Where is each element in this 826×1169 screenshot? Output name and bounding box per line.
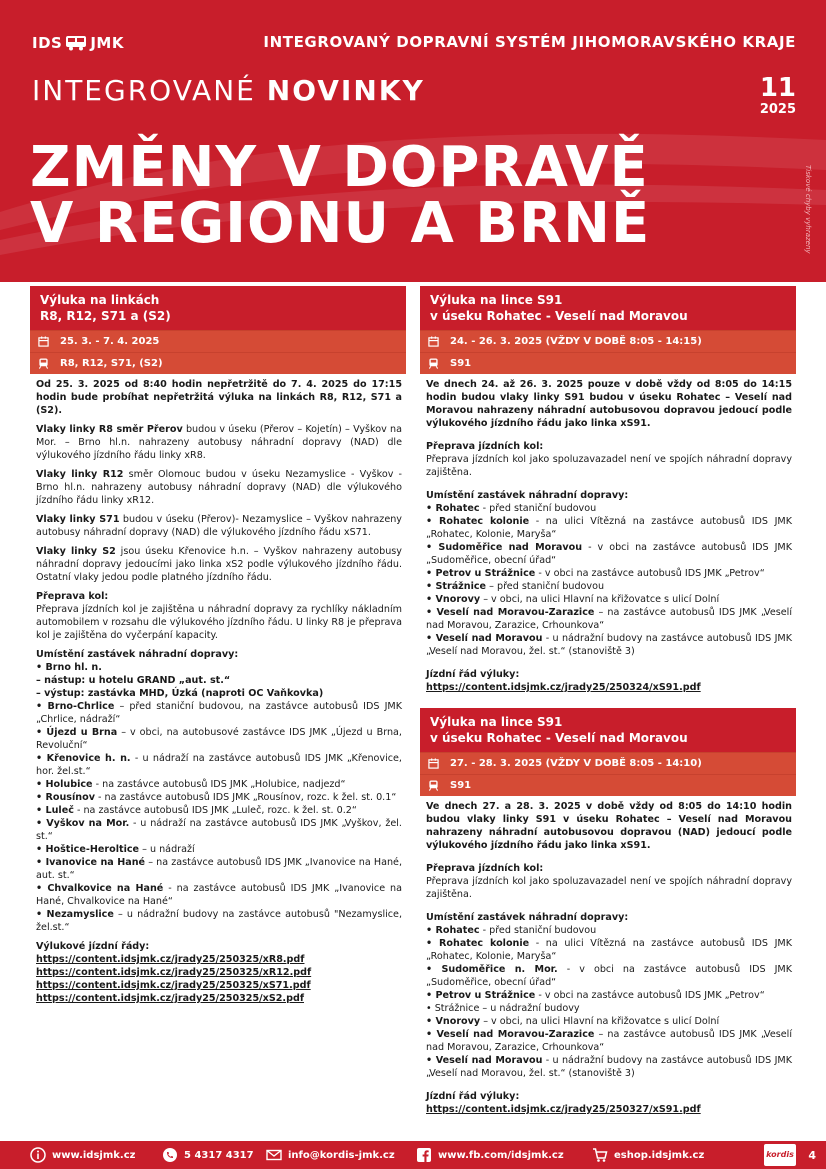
stop-item [426,593,792,606]
stop-name: • Újezd u Brna [36,727,118,738]
stop-location: - na zastávce autobusů IDS JMK „Luleč, rozc. k žel. st. 0.2“ [73,805,357,816]
stop-location: - v obci na zastávce autobusů IDS JMK „Sudoměřice, obecní úřad“ [426,964,793,988]
timetable-heading: Jízdní řád výluky: [426,1091,520,1102]
calendar-icon [428,758,439,769]
stop-name: • Brno hl. n. [36,662,102,673]
headline-line-2: V REGIONU A BRNĚ [30,191,651,256]
stop-location: - na zastávce autobusů IDS JMK „Rousínov, rozc. k žel. st. 0.1“ [94,792,397,803]
card-intro: Ve dnech 27. a 28. 3. 2025 v době vždy od 8:05 do 14:10 hodin budou vlaky linky S91 v úseku Rohatec – Veselí nad Moravou nahrazeny náhradní autobusovou dopravou (NAD) jedoucí podle výlukového jízdního řádu jako linka xS91. [426,801,792,851]
stop-name: • Petrov u Strážnice [426,568,536,579]
stop-item [426,989,792,1002]
stop-name: • Rohatec [426,925,480,936]
footer-facebook[interactable] [416,1147,564,1163]
stop-location: – v obci, na ulici Hlavní na křižovatce s ulicí Dolní [480,1016,720,1027]
card-title [30,286,406,330]
timetable-heading: Jízdní řád výluky: [426,669,520,680]
stop-location: - u nádražní budovy na zastávce autobusů IDS JMK „Veselí nad Moravou, žel. st.“ (stanoviště 3) [426,633,793,657]
stop-item [36,817,402,843]
calendar-icon [38,336,49,347]
stop-name: – nástup: u hotelu GRAND „aut. st.“ [36,675,231,686]
outage-card-s91-second [420,708,796,1116]
stop-location: - před staniční budovou [479,503,597,514]
stop-location: – před staniční budovou, na zastávce autobusů IDS JMK „Chrlice, nádraží“ [36,701,402,725]
bikes-heading: Přeprava jízdních kol: [426,863,544,874]
stop-name: • Rousínov [36,792,95,803]
bus-logo-icon [65,35,87,51]
timetable-link-xs91[interactable]: https://content.idsjmk.cz/jrady25/250324/xS91.pdf [426,682,701,693]
calendar-icon [428,336,439,347]
stop-item [426,580,792,593]
info-icon [30,1147,46,1163]
stop-location: – před staniční budovou [486,581,605,592]
stop-item [36,700,402,726]
stop-location: - u nádražní budovy na zastávce autobusů IDS JMK „Veselí nad Moravou, žel. st.“ (stanoviště 3) [426,1055,793,1079]
stop-item [426,963,792,989]
timetable-links [36,953,402,1005]
stop-item [36,687,402,700]
stop-location: – v obci, na ulici Hlavní na křižovatce s ulicí Dolní [480,594,720,605]
stop-name: • Sudoměřice nad Moravou [426,542,583,553]
bikes-section [36,590,402,642]
cart-icon [592,1147,608,1163]
stop-location: • Strážnice – u nádražní budovy [426,1003,580,1014]
stops-heading: Umístění zastávek náhradní dopravy: [36,649,239,660]
paragraph-r12-text: směr Olomouc budou v úseku Nezamyslice - Vyškov - Brno hl.n. nahrazeny autobusy náhradní dopravy (NAD) dle výlukového jízdního řádu linky xR12. [36,469,402,506]
stop-location: - na ulici Vítězná na zastávce autobusů IDS JMK „Rohatec, Kolonie, Maryša“ [426,938,792,962]
paragraph-r8 [36,423,402,462]
stop-name: • Nezamyslice [36,909,114,920]
stop-item [426,541,792,567]
stop-location: – na zastávce autobusů IDS JMK „Veselí nad Moravou, Zarazice, Crhounkova“ [426,1029,792,1053]
stop-item [426,502,792,515]
stop-name: • Chvalkovice na Hané [36,883,164,894]
logo-ids-text: IDS [32,34,63,52]
card-title [420,286,796,330]
stop-name: • Ivanovice na Hané [36,857,146,868]
stop-name: – výstup: zastávka MHD, Úzká (naproti OC Vaňkovka) [36,688,324,699]
stop-location: - před staniční budovou [479,925,597,936]
train-icon [428,780,439,791]
stop-item [36,804,402,817]
card-lines-row [30,352,406,374]
card-title-line-1: Výluka na lince S91 [430,715,563,729]
stop-item [36,791,402,804]
logo-jmk-text: JMK [90,34,124,52]
footer-web-text: www.idsjmk.cz [52,1149,136,1161]
train-icon [428,358,439,369]
ids-jmk-logo[interactable] [32,34,124,52]
outage-card-r8-r12-s71 [30,286,406,1005]
stops-heading: Umístění zastávek náhradní dopravy: [426,490,629,501]
stop-item [36,908,402,934]
stop-name: • Rohatec [426,503,480,514]
facebook-icon [416,1147,432,1163]
card-lines: S91 [450,780,472,791]
stop-item [426,924,792,937]
kordis-logo: kordis [764,1144,796,1166]
newsletter-name-bold: NOVINKY [266,74,425,107]
train-icon [38,358,49,369]
stop-name: • Vyškov na Mor. [36,818,130,829]
stop-location: - v obci na zastávce autobusů IDS JMK „Petrov“ [535,990,765,1001]
stop-item [426,1002,792,1015]
stop-item [36,726,402,752]
headline-line-1: ZMĚNY V DOPRAVĚ [30,135,649,200]
bikes-text: Přeprava jízdních kol je zajištěna u náhradní dopravy za rychlíky nákladním automobilem v rozsahu dle výlukového jízdního řádu. U linky R8 je přeprava kol je zajištěna do vyčerpání kapacity. [36,604,402,641]
stop-item [36,882,402,908]
card-title-line-1: Výluka na linkách [40,293,160,307]
stops-list [426,924,792,1080]
disclaimer-note: Tiskové chyby vyhrazeny [804,165,812,254]
stop-location: - na zastávce autobusů IDS JMK „Ivanovice na Hané, Chvalkovice na Hané“ [36,883,402,907]
bikes-section [426,440,792,479]
stop-item [36,752,402,778]
card-intro: Ve dnech 24. až 26. 3. 2025 pouze v době vždy od 8:05 do 14:15 hodin budou vlaky linky S91 budou v úseku Rohatec – Veselí nad Moravou nahrazeny náhradní autobusovou dopravou jedoucí podle výlukového jízdního řádu jako linka xS91. [426,379,792,429]
stop-item [426,937,792,963]
stop-name: • Veselí nad Moravou [426,633,543,644]
page-number: 4 [808,1149,816,1162]
stop-item [426,1028,792,1054]
stop-item [36,661,402,674]
card-date: 24. - 26. 3. 2025 (VŽDY V DOBĚ 8:05 - 14:15) [450,336,702,347]
card-lines: R8, R12, S71, (S2) [60,358,163,369]
stop-name: • Hoštice-Heroltice [36,844,140,855]
card-date-row [30,330,406,352]
paragraph-s2-lead: Vlaky linky S2 [36,546,116,557]
stop-item [426,1054,792,1080]
card-body [30,374,406,1005]
newsletter-name-light: INTEGROVANÉ [32,74,267,107]
footer-facebook-text: www.fb.com/idsjmk.cz [438,1149,564,1161]
timetable-heading: Výlukové jízdní řády: [36,941,150,952]
card-intro: Od 25. 3. 2025 od 8:40 hodin nepřetržitě do 7. 4. 2025 do 17:15 hodin bude probíhat nepřetržitá výluka na linkách R8, R12, S71 a (S2). [36,379,402,416]
outage-card-s91-first [420,286,796,694]
bikes-heading: Přeprava kol: [36,591,109,602]
paragraph-s71-text: budou v úseku (Přerov)- Nezamyslice – Vyškov nahrazeny autobusy náhradní dopravy (NAD) dle výlukového jízdního řádu xS71. [36,514,402,538]
card-lines: S91 [450,358,472,369]
timetable-link-xs91[interactable]: https://content.idsjmk.cz/jrady25/250327/xS91.pdf [426,1104,701,1115]
stop-item [36,778,402,791]
card-lines-row [420,774,796,796]
stop-location: - u nádraží na zastávce autobusů IDS JMK „Vyškov, žel. st.“ [36,818,402,842]
stop-location: – u nádražní budovy na zastávce autobusů "Nezamyslice, žel.st.“ [36,909,403,933]
stop-location: - na ulici Vítězná na zastávce autobusů IDS JMK „Rohatec, Kolonie, Maryša“ [426,516,792,540]
card-body [420,374,796,694]
stop-item [426,567,792,580]
page-footer [0,1141,826,1169]
stop-location: - na zastávce autobusů IDS JMK „Holubice, nadjezd“ [92,779,346,790]
stops-heading: Umístění zastávek náhradní dopravy: [426,912,629,923]
timetable-link-xr12[interactable]: https://content.idsjmk.cz/jrady25/250325/xR12.pdf [36,967,312,978]
stop-name: • Holubice [36,779,93,790]
stop-name: • Vnorovy [426,594,481,605]
bikes-heading: Přeprava jízdních kol: [426,441,544,452]
stop-location: - v obci na zastávce autobusů IDS JMK „Sudoměřice, obecní úřad“ [426,542,792,566]
card-title-line-2: v úseku Rohatec - Veselí nad Moravou [430,731,688,745]
footer-phone-text: 5 4317 4317 [184,1149,254,1161]
card-title-line-2: R8, R12, S71 a (S2) [40,309,171,323]
paragraph-s2-text: jsou úseku Křenovice h.n. – Vyškov nahrazeny autobusy náhradní dopravy jedoucími jako linka xS2 podle výlukového jízdního řádu. Ostatní vlaky jedou podle platného jízdního řádu. [36,546,402,583]
stops-list [426,502,792,658]
bikes-text: Přeprava jízdních kol jako spoluzavazadel není ve spojích náhradní dopravy zajištěna. [426,876,792,900]
card-date-row [420,752,796,774]
footer-web[interactable] [30,1147,135,1163]
card-date: 25. 3. - 7. 4. 2025 [60,336,160,347]
stop-location: – na zastávce autobusů IDS JMK „Ivanovice na Hané, aut. st.“ [36,857,402,881]
stop-name: • Petrov u Strážnice [426,990,536,1001]
bikes-section [426,862,792,901]
footer-email-text: info@kordis-jmk.cz [288,1149,395,1161]
paragraph-r12 [36,468,402,507]
timetable-link-xs71[interactable]: https://content.idsjmk.cz/jrady25/250325/xS71.pdf [36,980,311,991]
stop-item [426,606,792,632]
card-title-line-1: Výluka na lince S91 [430,293,563,307]
stop-name: • Strážnice [426,581,487,592]
footer-phone[interactable] [162,1147,254,1163]
stop-location: - v obci na zastávce autobusů IDS JMK „Petrov“ [535,568,765,579]
card-title-line-2: v úseku Rohatec - Veselí nad Moravou [430,309,688,323]
issue-number [760,74,796,117]
card-date-row [420,330,796,352]
page-header [0,0,826,282]
main-headline [30,135,651,256]
footer-eshop-text: eshop.idsjmk.cz [614,1149,705,1161]
paragraph-s71 [36,513,402,539]
stop-location: – u nádraží [139,844,195,855]
stop-name: • Rohatec kolonie [426,516,530,527]
newsletter-name [32,74,425,107]
stop-item [36,674,402,687]
stop-location: - u nádraží na zastávce autobusů IDS JMK „Křenovice, hor. žel.st.“ [36,753,402,777]
stop-name: • Vnorovy [426,1016,481,1027]
card-body [420,796,796,1116]
timetable-link-xr8[interactable]: https://content.idsjmk.cz/jrady25/250325/xR8.pdf [36,954,305,965]
card-lines-row [420,352,796,374]
paragraph-r8-text: budou v úseku (Přerov – Kojetín) – Vyškov na Mor. – Brno hl.n. nahrazeny autobusy náhradní dopravy (NAD) dle výlukového jízdního řádu linky xR8. [36,424,402,461]
stop-item [426,1015,792,1028]
stop-name: • Sudoměřice n. Mor. [426,964,558,975]
card-date: 27. - 28. 3. 2025 (VŽDY V DOBĚ 8:05 - 14:10) [450,758,702,769]
issue-year: 2025 [759,102,796,117]
issue-number-value: 11 [759,73,796,103]
stop-name: • Křenovice h. n. [36,753,131,764]
footer-eshop[interactable] [592,1147,704,1163]
phone-icon [162,1147,178,1163]
bikes-text: Přeprava jízdních kol jako spoluzavazadel není ve spojích náhradní dopravy zajištěna. [426,454,792,478]
stop-item [426,632,792,658]
stop-name: • Brno-Chrlice [36,701,115,712]
stop-name: • Veselí nad Moravou [426,1055,543,1066]
system-title: INTEGROVANÝ DOPRAVNÍ SYSTÉM JIHOMORAVSKÉHO KRAJE [263,33,796,51]
paragraph-s2 [36,545,402,584]
stop-name: • Veselí nad Moravou-Zarazice [426,607,595,618]
card-title [420,708,796,752]
footer-email[interactable] [266,1147,395,1163]
timetable-link-xs2[interactable]: https://content.idsjmk.cz/jrady25/250325/xS2.pdf [36,993,304,1004]
stop-item [36,843,402,856]
stop-location: – na zastávce autobusů IDS JMK „Veselí nad Moravou, Zarazice, Crhounkova“ [426,607,792,631]
stop-item [36,856,402,882]
stops-list [36,661,402,934]
paragraph-r8-lead: Vlaky linky R8 směr Přerov [36,424,183,435]
stop-name: • Luleč [36,805,74,816]
stop-name: • Veselí nad Moravou-Zarazice [426,1029,595,1040]
stop-item [426,515,792,541]
stop-name: • Rohatec kolonie [426,938,530,949]
envelope-icon [266,1147,282,1163]
paragraph-s71-lead: Vlaky linky S71 [36,514,120,525]
stop-location: – v obci, na autobusové zastávce IDS JMK „Újezd u Brna, Revoluční“ [36,727,402,751]
paragraph-r12-lead: Vlaky linky R12 [36,469,124,480]
